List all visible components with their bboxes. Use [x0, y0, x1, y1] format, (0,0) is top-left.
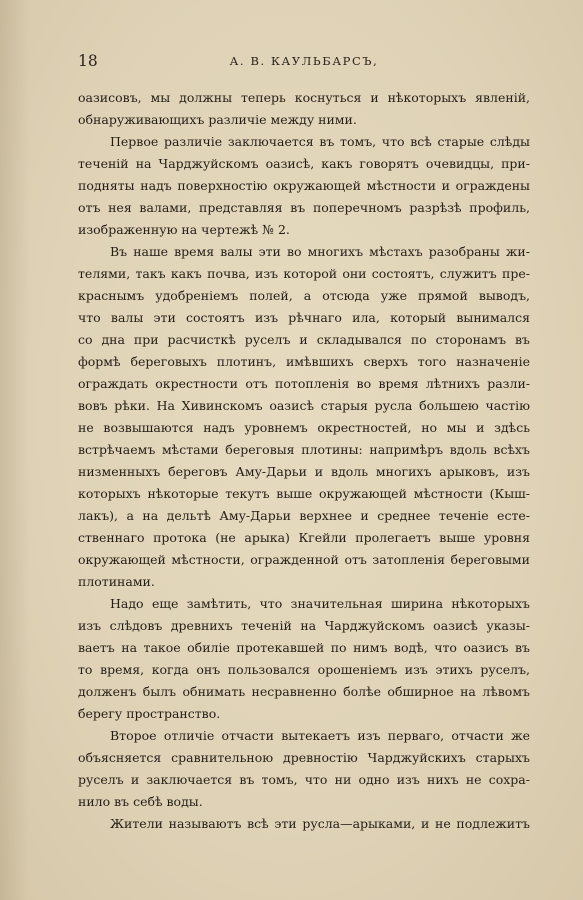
text-line: объясняется сравнительною древностію Чарджуйскихъ старыхъ — [78, 750, 530, 765]
page-number: 18 — [78, 52, 98, 70]
text-line: ственнаго протока (не арыка) Кгейли пролегаетъ выше уровня — [78, 530, 530, 545]
text-line: отъ нея валами, представляя въ поперечномъ разрѣзѣ профиль, — [78, 200, 530, 215]
text-line: окружающей мѣстности, огражденной отъ затопленія береговыми — [78, 552, 530, 567]
text-line: краснымъ удобреніемъ полей, а отсюда уже прямой выводъ, — [78, 288, 530, 303]
text-line: изображенную на чертежѣ № 2. — [78, 222, 290, 237]
text-line: Первое различіе заключается въ томъ, что всѣ старые слѣды — [110, 134, 530, 149]
text-line: не возвышаются надъ уровнемъ окрестностей, но мы и здѣсь — [78, 420, 530, 435]
text-line: ваетъ на такое обиліе протекавшей по нимъ водѣ, что оазисъ въ — [78, 640, 530, 655]
paragraph — [78, 813, 530, 835]
paragraph — [78, 593, 530, 725]
text-line: плотинами. — [78, 574, 155, 589]
text-line: Въ наше время валы эти во многихъ мѣстахъ разобраны жи- — [110, 244, 530, 259]
text-line: обнаруживающихъ различіе между ними. — [78, 112, 357, 127]
paragraph — [78, 725, 530, 813]
paragraph — [78, 131, 530, 241]
text-line: берегу пространство. — [78, 706, 221, 721]
text-line: ограждать окрестности отъ потопленія во время лѣтнихъ разли- — [78, 376, 530, 391]
text-line: изъ слѣдовъ древнихъ теченій на Чарджуйскомъ оазисѣ указы- — [78, 618, 530, 633]
text-line: вовъ рѣки. На Хивинскомъ оазисѣ старыя русла большею частію — [78, 398, 530, 413]
running-head: А. В. КАУЛЬБАРСЪ, — [229, 54, 379, 68]
page-header — [78, 52, 530, 76]
text-line: нило въ себѣ воды. — [78, 794, 203, 809]
text-line: которыхъ нѣкоторые текутъ выше окружающей мѣстности (Кыш- — [78, 486, 530, 501]
text-line: Жители называютъ всѣ эти русла—арыками, и не подлежитъ — [110, 816, 530, 831]
text-line: Второе отличіе отчасти вытекаетъ изъ перваго, отчасти же — [110, 728, 530, 743]
text-line: лакъ), а на дельтѣ Аму-Дарьи верхнее и среднее теченіе есте- — [78, 508, 530, 523]
text-line: теченій на Чарджуйскомъ оазисѣ, какъ говорятъ очевидцы, при- — [78, 156, 530, 171]
text-line: формѣ береговыхъ плотинъ, имѣвшихъ сверхъ того назначеніе — [78, 354, 530, 369]
text-line: долженъ былъ обнимать несравненно болѣе обширное на лѣвомъ — [78, 684, 530, 699]
text-line: со дна при расчисткѣ руселъ и складывался по сторонамъ въ — [78, 332, 530, 347]
text-line: низменныхъ береговъ Аму-Дарьи и вдоль многихъ арыковъ, изъ — [78, 464, 530, 479]
text-line: что валы эти состоятъ изъ рѣчнаго ила, который вынимался — [78, 310, 530, 325]
paragraph — [78, 241, 530, 593]
page-gutter-shadow — [0, 0, 30, 900]
text-line: телями, такъ какъ почва, изъ которой они состоятъ, служитъ пре- — [78, 266, 530, 281]
paragraph — [78, 87, 530, 131]
text-line: подняты надъ поверхностію окружающей мѣстности и ограждены — [78, 178, 530, 193]
text-line: оазисовъ, мы должны теперь коснуться и нѣкоторыхъ явленій, — [78, 90, 530, 105]
body-text — [78, 87, 530, 835]
text-line: встрѣчаемъ мѣстами береговыя плотины: напримѣръ вдоль всѣхъ — [78, 442, 530, 457]
text-line: то время, когда онъ пользовался орошеніемъ изъ этихъ руселъ, — [78, 662, 530, 677]
text-line: Надо еще замѣтить, что значительная ширина нѣкоторыхъ — [110, 596, 530, 611]
text-line: руселъ и заключается въ томъ, что ни одно изъ нихъ не сохра- — [78, 772, 530, 787]
